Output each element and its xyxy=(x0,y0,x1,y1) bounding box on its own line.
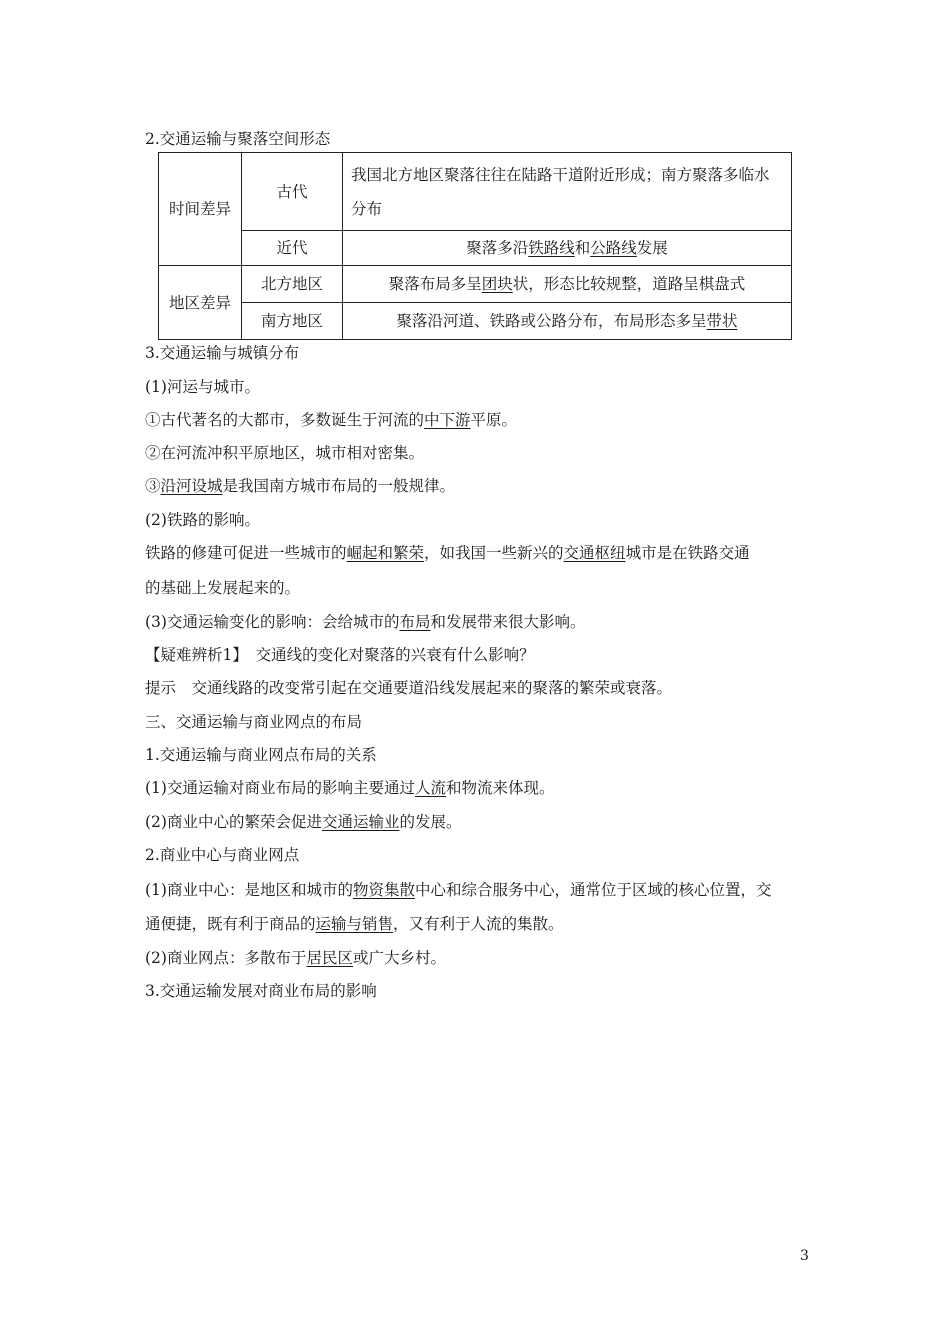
cell-ancient: 古代 xyxy=(242,153,343,231)
settlement-form-table xyxy=(158,152,792,340)
cell-south: 南方地区 xyxy=(242,303,343,340)
heading-commerce-network: 2.商业中心与商业网点 xyxy=(145,846,300,864)
para-people-flow: (1)交通运输对商业布局的影响主要通过人流和物流来体现。 xyxy=(145,779,555,797)
heading-transport-development: 3.交通运输发展对商业布局的影响 xyxy=(145,982,377,1000)
cell-region-diff: 地区差异 xyxy=(159,266,242,340)
page-number: 3 xyxy=(800,1248,809,1264)
cell-ancient-text: 我国北方地区聚落往往在陆路干道附近形成；南方聚落多临水分布 xyxy=(343,153,792,231)
cell-south-text: 聚落沿河道、铁路或公路分布，布局形态多呈带状 xyxy=(343,303,792,340)
para-commerce-center-def-2: 通便捷，既有利于商品的运输与销售，又有利于人流的集散。 xyxy=(145,915,564,933)
cell-time-diff: 时间差异 xyxy=(159,153,242,266)
heading-transport-settlement-form: 2.交通运输与聚落空间形态 xyxy=(145,130,331,148)
para-railway: (2)铁路的影响。 xyxy=(145,511,260,529)
para-railway-text-1: 铁路的修建可促进一些城市的崛起和繁荣，如我国一些新兴的交通枢纽城市是在铁路交通 xyxy=(145,544,750,562)
heading-relation: 1.交通运输与商业网点布局的关系 xyxy=(145,746,377,764)
heading-transport-town: 3.交通运输与城镇分布 xyxy=(145,344,300,362)
para-commerce-center-def-1: (1)商业中心：是地区和城市的物资集散中心和综合服务中心，通常位于区域的核心位置，交 xyxy=(145,881,772,899)
question-1: 【疑难辨析1】 交通线的变化对聚落的兴衰有什么影响？ xyxy=(145,646,535,664)
para-river-city: (1)河运与城市。 xyxy=(145,378,260,396)
cell-north: 北方地区 xyxy=(242,266,343,303)
para-commerce-network: (2)商业网点：多散布于居民区或广大乡村。 xyxy=(145,949,446,967)
para-commerce-center: (2)商业中心的繁荣会促进交通运输业的发展。 xyxy=(145,813,462,831)
para-along-river: ③沿河设城是我国南方城市布局的一般规律。 xyxy=(145,477,456,495)
para-transport-change: (3)交通运输变化的影响：会给城市的布局和发展带来很大影响。 xyxy=(145,613,586,631)
cell-modern-text: 聚落多沿铁路线和公路线发展 xyxy=(343,231,792,266)
para-ancient-city: ①古代著名的大都市，多数诞生于河流的中下游平原。 xyxy=(145,411,518,429)
section-3-title: 三、交通运输与商业网点的布局 xyxy=(145,713,363,731)
para-alluvial-plain: ②在河流冲积平原地区，城市相对密集。 xyxy=(145,444,425,462)
para-railway-text-2: 的基础上发展起来的。 xyxy=(145,579,301,597)
hint-1: 提示 交通线路的改变常引起在交通要道沿线发展起来的聚落的繁荣或衰落。 xyxy=(145,679,673,697)
cell-north-text: 聚落布局多呈团块状，形态比较规整，道路呈棋盘式 xyxy=(343,266,792,303)
cell-modern: 近代 xyxy=(242,231,343,266)
